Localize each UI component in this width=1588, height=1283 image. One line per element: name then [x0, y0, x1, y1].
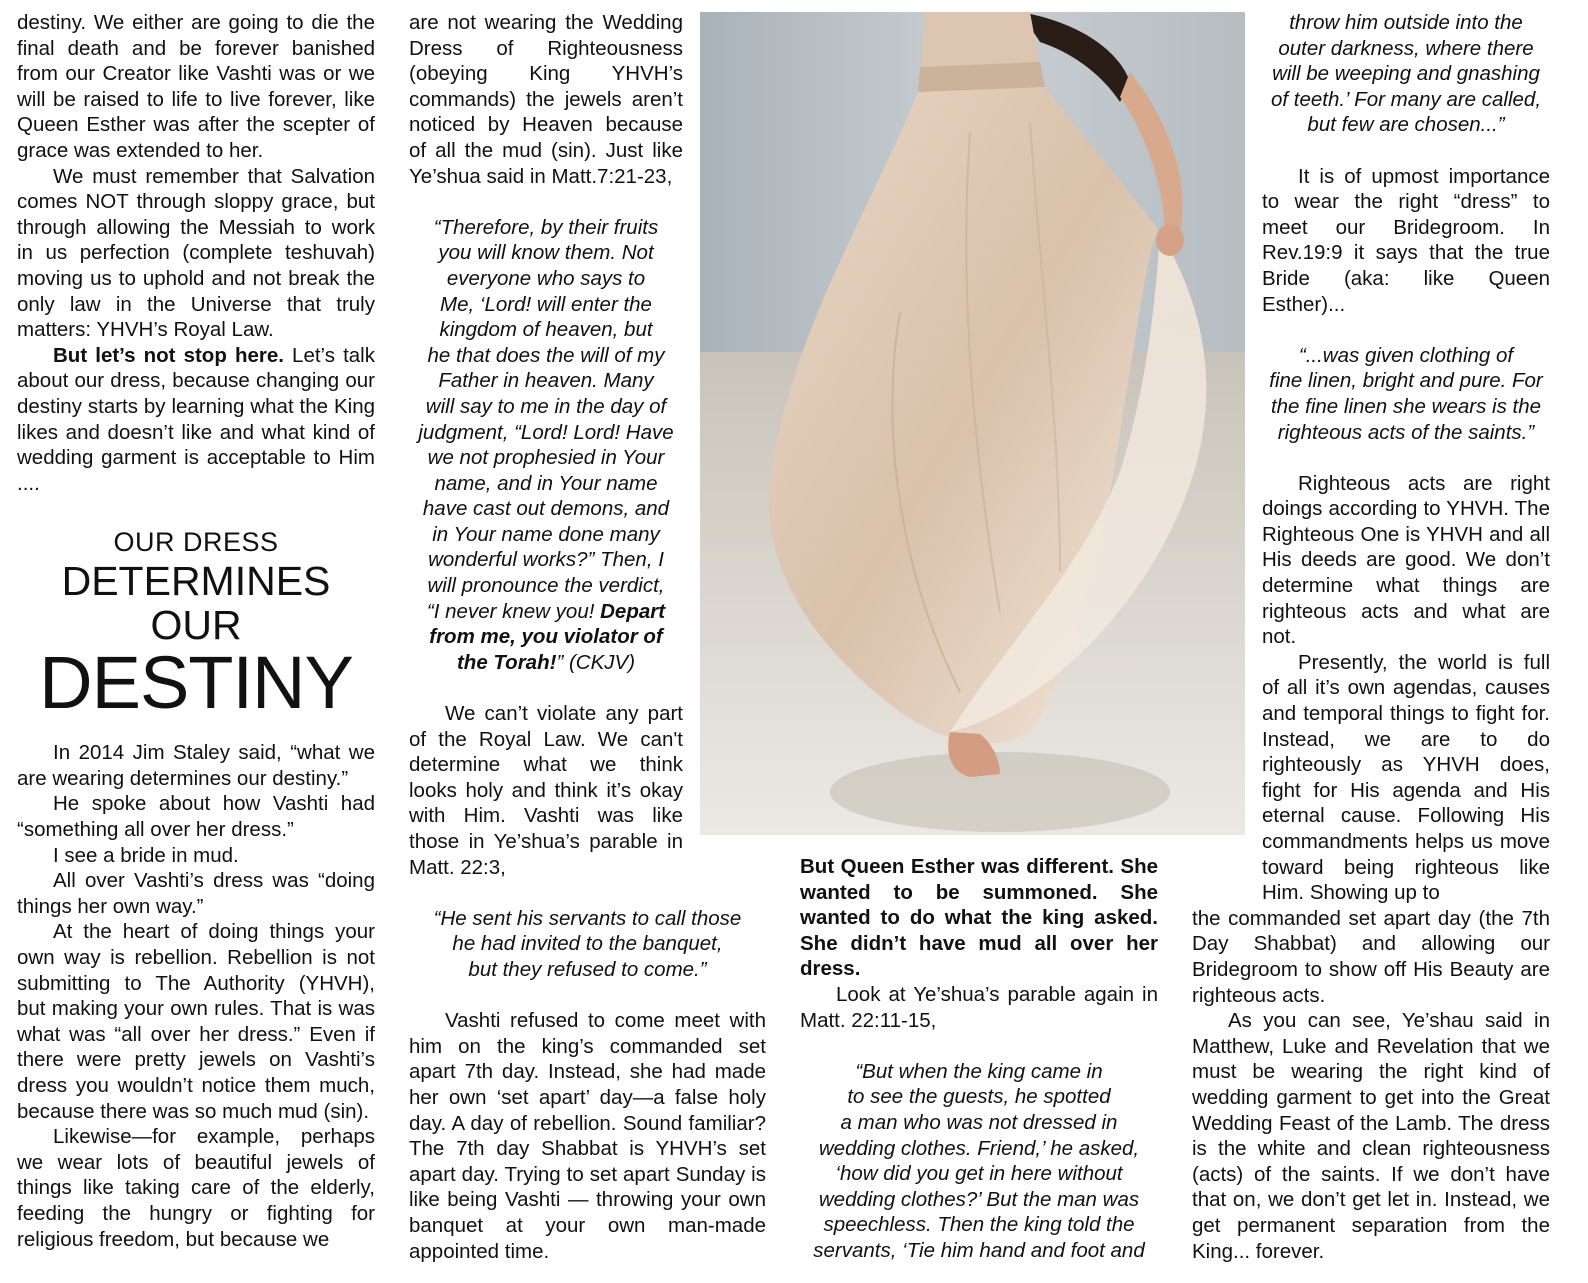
quote-line: “Therefore, by their fruits [433, 215, 659, 239]
headline-line-1: OUR DRESS [113, 527, 279, 558]
paragraph: destiny. We either are going to die the final death and be forever banished from our Creator like Vashti was or we will be raised to life to live forever, like Queen Esther was after the scepter of grace was extended to her. [17, 11, 375, 162]
paragraph: Presently, the world is full of all it’s own agendas, causes and temporal things to fight for. Instead, we are to do righteously as YHVH does, fight for His agenda and His eternal cause. Following His commandments helps us move toward being righteous like Him. Showing up to [1262, 650, 1550, 905]
paragraph: Vashti refused to come meet with him on the king’s commanded set apart 7th day. Instead, she had made her own ‘set apart’ day—a false holy day. A day of rebellion. Sound familiar? The 7th day Shabbat is YHVH’s set apart day. Trying to set apart Sunday is like being Vashti — throwing your own banquet at your own man-made appointed time. [409, 1009, 766, 1263]
article-column-4 [1192, 10, 1550, 1264]
headline-line-3: OUR [150, 602, 242, 649]
paragraph: As you can see, Ye’shau said in Matthew, Luke and Revelation that we must be wearing the right kind of wedding garment to get into the Great Wedding Feast of the Lamb. The dress is the white and clean righteousness (acts) of the saints. If we don’t have that on, we don’t get let in. Instead, we get permanent separation from the King... forever. [1192, 1009, 1550, 1263]
quote-line: will be weeping and gnashing [1272, 62, 1540, 86]
quote-line: a man who was not dressed in [840, 1110, 1118, 1134]
quote-line: name, and in Your name [434, 471, 658, 495]
paragraph: It is of upmost importance to wear the right “dress” to meet our Bridegroom. In Rev.19:9 it says that the true Bride (aka: like Queen Esther)... [1262, 164, 1550, 316]
paragraph: All over Vashti’s dress was “doing things her own way.” [17, 869, 375, 918]
quote-line: Me, ‘Lord! will enter the [440, 292, 652, 316]
quote-line: judgment, “Lord! Lord! Have [418, 420, 674, 444]
quote-line: fine linen, bright and pure. For [1269, 369, 1543, 393]
quote-line: we not prophesied in Your [427, 446, 665, 470]
scripture-quote [409, 215, 683, 676]
quote-line: wonderful works?” Then, I [428, 548, 664, 572]
paragraph: At the heart of doing things your own way is rebellion. Rebellion is not submitting to The Authority (YHVH), but making your own rules. That is was what was “all over her dress.” Even if there were pretty jewels on Vashti’s dress you wouldn’t notice them much, because there was so much mud (sin). [17, 920, 375, 1123]
quote-line: righteous acts of the saints.” [1277, 420, 1535, 444]
quote-line [409, 599, 683, 625]
paragraph [17, 343, 375, 497]
quote-line: but they refused to come.” [468, 957, 707, 981]
dancing-bride-photo [700, 12, 1245, 835]
quote-line: he had invited to the banquet, [452, 932, 723, 956]
scripture-quote [1262, 343, 1550, 445]
quote-line: kingdom of heaven, but [439, 318, 653, 342]
quote-line: to see the guests, he spotted [847, 1085, 1111, 1109]
quote-line: have cast out demons, and [422, 497, 670, 521]
paragraph: Righteous acts are right doings according to YHVH. The Righteous One is YHVH and all His deeds are good. We don’t determine what things are righteous acts and what are not. [1262, 471, 1550, 649]
paragraph: I see a bride in mud. [53, 843, 239, 867]
article-column-1 [17, 10, 375, 1252]
headline-line-2: DETERMINES [61, 558, 331, 605]
quote-text: ” (CKJV) [556, 650, 636, 674]
quote-line: in Your name done many [432, 522, 660, 546]
paragraph: the commanded set apart day (the 7th Day Shabbat) and allowing our Bridegroom to show off His Beauty are righteous acts. [1192, 906, 1550, 1007]
quote-line: “He sent his servants to call those [433, 906, 742, 930]
scripture-quote [409, 906, 766, 983]
quote-line: will pronounce the verdict, [427, 574, 665, 598]
scripture-quote [800, 1059, 1158, 1264]
quote-bold: Depart [600, 599, 666, 623]
quote-bold: from me, you violator of [429, 625, 663, 649]
paragraph: In 2014 Jim Staley said, “what we are wearing determines our destiny.” [17, 741, 375, 790]
paragraph: are not wearing the Wedding Dress of Righteousness (obeying King YHVH’s commands) the jewels aren’t noticed by Heaven because of all the mud (sin). Just like Ye’shua said in Matt.7:21-23, [409, 11, 683, 188]
quote-line: of teeth.’ For many are called, [1270, 87, 1542, 111]
quote-line: the fine linen she wears is the [1270, 394, 1542, 418]
section-headline [17, 526, 375, 725]
paragraph: Look at Ye’shua’s parable again in Matt. 22:11-15, [800, 982, 1158, 1032]
quote-line: wedding clothes. Friend,’ he asked, [818, 1136, 1140, 1160]
paragraph-text: Let’s talk about our dress, because changing our destiny starts by learning what the King likes and doesn’t like and what kind of wedding garment is acceptable to Him .... [17, 343, 375, 495]
quote-line [409, 650, 683, 676]
quote-line: but few are chosen...” [1307, 113, 1505, 137]
quote-line: throw him outside into the [1289, 11, 1523, 34]
quote-line: he that does the will of my [427, 343, 665, 367]
quote-line: Father in heaven. Many [438, 369, 654, 393]
quote-line: you will know them. Not [438, 241, 654, 265]
quote-line: “...was given clothing of [1298, 343, 1514, 367]
bold-lead: But let’s not stop here. [53, 343, 284, 367]
paragraph: We must remember that Salvation comes NOT through sloppy grace, but through allowing the Messiah to work in us perfection (complete teshuvah) moving us to uphold and not break the only law in the Universe that truly matters: YHVH’s Royal Law. [17, 164, 375, 342]
quote-bold: the Torah! [456, 650, 557, 674]
quote-line: “But when the king came in [855, 1059, 1103, 1083]
paragraph: We can’t violate any part of the Royal Law. We can't determine what we think looks holy and think it’s okay with Him. Vashti was like those in Ye’shua’s parable in Matt. 22:3, [409, 702, 683, 879]
quote-line: ‘how did you get in here without [835, 1162, 1123, 1186]
quote-line: outer darkness, where there [1278, 36, 1534, 60]
quote-line [409, 624, 683, 650]
paragraph: He spoke about how Vashti had “something all over her dress.” [17, 792, 375, 842]
quote-line: will say to me in the day of [425, 394, 667, 418]
quote-line: everyone who says to [446, 266, 646, 290]
scripture-quote [1262, 10, 1550, 138]
quote-line: servants, ‘Tie him hand and foot and [813, 1238, 1145, 1262]
bold-paragraph: But Queen Esther was different. She wanted to be summoned. She wanted to do what the king asked. She didn’t have mud all over her dress. [800, 855, 1158, 981]
quote-line: speechless. Then the king told the [823, 1213, 1135, 1237]
article-column-3 [800, 854, 1158, 1264]
quote-line: wedding clothes?’ But the man was [818, 1187, 1140, 1211]
paragraph: Likewise—for example, perhaps we wear lots of beautiful jewels of things like taking care of the elderly, feeding the hungry or fighting for religious freedom, but because we [17, 1125, 375, 1251]
quote-text: “I never knew you! [426, 599, 601, 623]
headline-line-4: DESTINY [39, 641, 353, 725]
